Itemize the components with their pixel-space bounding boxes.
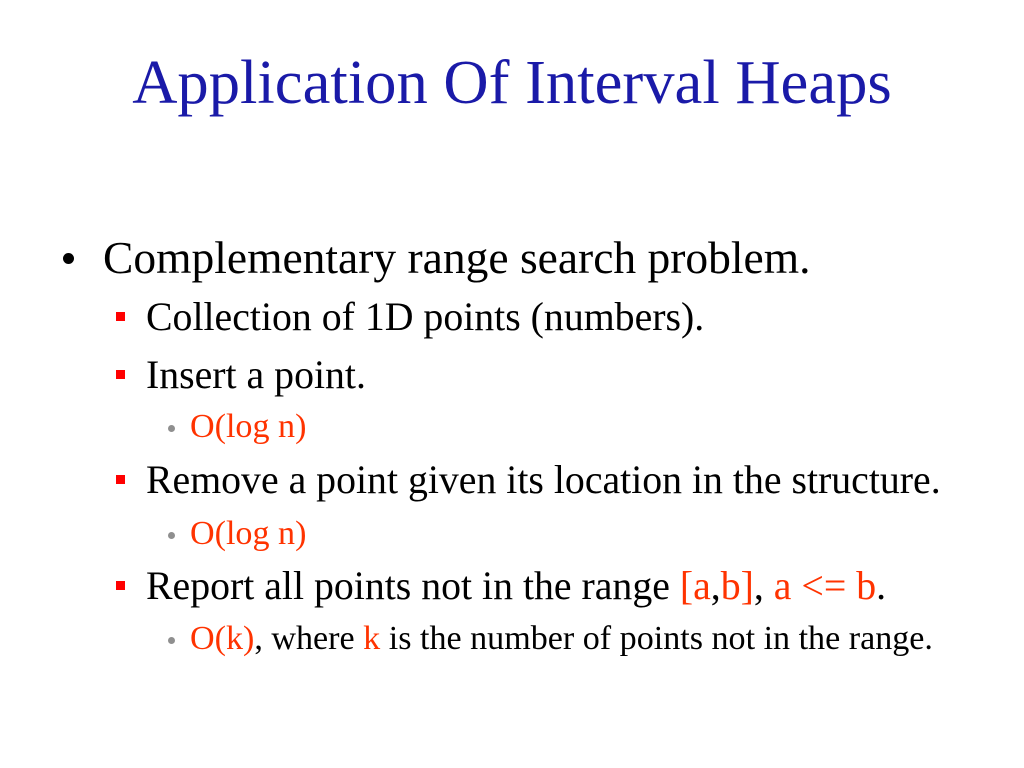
- insert-complexity: O(log n): [190, 408, 307, 445]
- red-square-bullet-icon: [116, 312, 125, 321]
- range-close-highlight: b]: [720, 564, 754, 608]
- report-period: .: [876, 564, 887, 608]
- sub-bullet-remove: Remove a point given its location in the structure.: [146, 458, 941, 502]
- range-condition-highlight: a <= b: [773, 564, 877, 608]
- sub-bullet-collection: Collection of 1D points (numbers).: [146, 295, 705, 339]
- range-open-highlight: [a: [679, 564, 711, 608]
- gray-dot-bullet-icon: [168, 637, 175, 644]
- red-square-bullet-icon: [116, 581, 125, 590]
- bullet-dot-icon: [63, 253, 74, 264]
- sub-bullet-insert: Insert a point.: [146, 353, 366, 397]
- main-bullet-text: Complementary range search problem.: [103, 232, 811, 283]
- gray-dot-bullet-icon: [168, 425, 175, 432]
- gray-dot-bullet-icon: [168, 532, 175, 539]
- red-square-bullet-icon: [116, 475, 125, 484]
- report-complexity: [190, 622, 933, 656]
- report-complexity-where: , where: [254, 620, 364, 657]
- report-complexity-explanation: is the number of points not in the range.: [380, 620, 933, 657]
- remove-complexity: O(log n): [190, 515, 307, 552]
- report-text: Report all points not in the range: [146, 564, 680, 608]
- range-comma: ,: [710, 564, 721, 608]
- report-separator: ,: [753, 564, 774, 608]
- report-complexity-k: k: [363, 620, 381, 657]
- report-complexity-highlight: O(k): [190, 620, 255, 657]
- slide-title: Application Of Interval Heaps: [132, 47, 892, 117]
- sub-bullet-report: [146, 564, 887, 608]
- red-square-bullet-icon: [116, 370, 125, 379]
